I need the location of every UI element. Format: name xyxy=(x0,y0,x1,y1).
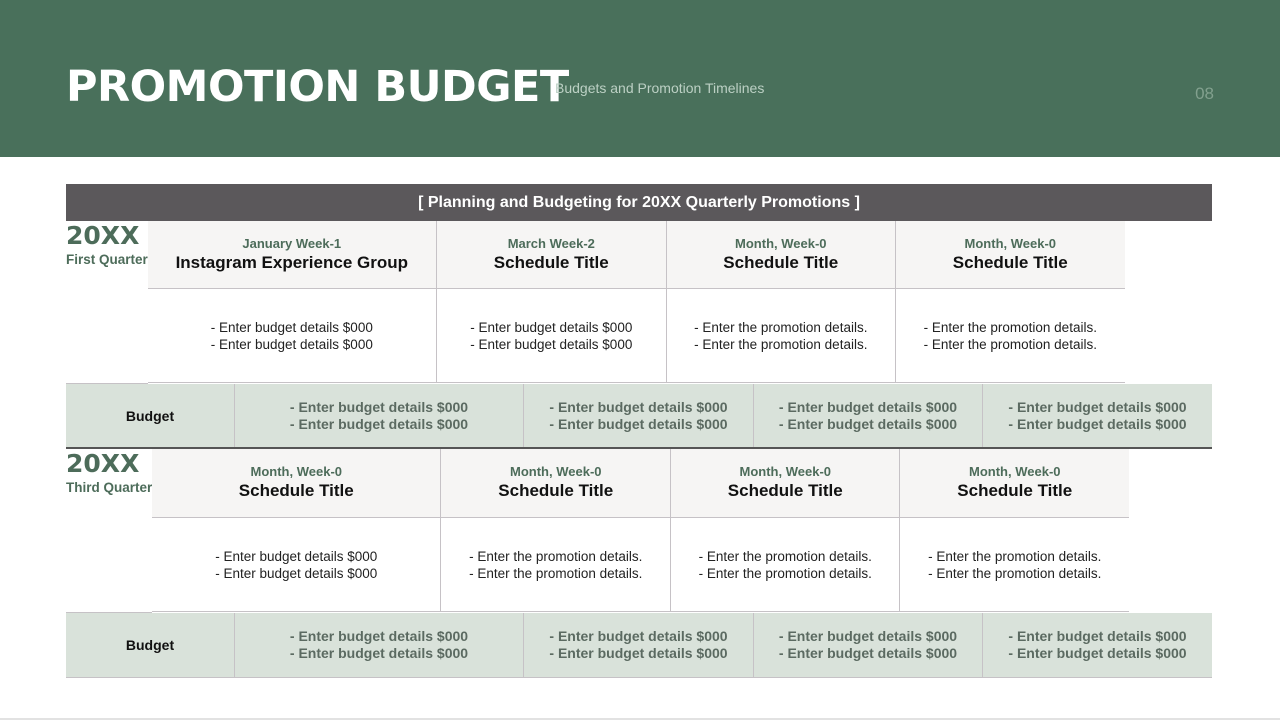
budget-line: - Enter budget details $000 xyxy=(549,415,728,432)
detail-line: - Enter budget details $000 xyxy=(210,336,373,352)
budget-cell xyxy=(524,613,754,677)
page-number: 08 xyxy=(1195,84,1214,103)
details-cell xyxy=(441,518,671,611)
schedule-cell xyxy=(896,221,1125,288)
schedule-title: Schedule Title xyxy=(723,252,839,272)
week-label: Month, Week-0 xyxy=(969,464,1061,479)
quarter-block-third xyxy=(66,449,1212,613)
schedule-title: Schedule Title xyxy=(493,252,609,272)
schedule-title: Schedule Title xyxy=(238,481,354,500)
budget-line: - Enter budget details $000 xyxy=(289,415,469,432)
schedule-title-row xyxy=(148,221,1125,289)
budget-cell xyxy=(235,613,524,677)
budget-cell xyxy=(235,384,524,447)
budget-line: - Enter budget details $000 xyxy=(289,628,469,644)
page-subtitle: Budgets and Promotion Timelines xyxy=(555,80,765,96)
details-cell xyxy=(671,518,900,611)
budget-line: - Enter budget details $000 xyxy=(778,398,958,415)
details-cell xyxy=(437,289,667,382)
detail-line: - Enter budget details $000 xyxy=(470,319,633,335)
schedule-cell xyxy=(437,221,667,288)
quarter-label-cell xyxy=(66,449,152,613)
details-cell xyxy=(667,289,896,382)
budget-line: - Enter budget details $000 xyxy=(289,645,469,661)
detail-line: - Enter budget details $000 xyxy=(210,319,373,335)
quarter-label-cell xyxy=(66,221,148,384)
schedule-cell xyxy=(441,449,671,517)
detail-line: - Enter budget details $000 xyxy=(215,565,378,581)
detail-line: - Enter the promotion details. xyxy=(923,336,1097,352)
budget-line: - Enter budget details $000 xyxy=(1008,628,1187,644)
budget-line: - Enter budget details $000 xyxy=(1008,645,1187,661)
detail-line: - Enter the promotion details. xyxy=(469,548,643,564)
schedule-title: Schedule Title xyxy=(957,481,1073,500)
budget-line: - Enter budget details $000 xyxy=(549,645,728,661)
budget-row xyxy=(66,613,1212,678)
schedule-cell xyxy=(671,449,900,517)
budget-cell xyxy=(983,384,1212,447)
year-label: 20XX xyxy=(66,449,140,478)
detail-line: - Enter the promotion details. xyxy=(694,319,868,335)
week-label: Month, Week-0 xyxy=(964,235,1057,251)
schedule-title: Instagram Experience Group xyxy=(175,252,408,272)
budget-line: - Enter budget details $000 xyxy=(289,398,469,415)
budget-cell xyxy=(983,613,1212,677)
budget-line: - Enter budget details $000 xyxy=(1008,415,1187,432)
detail-line: - Enter the promotion details. xyxy=(698,548,872,564)
budget-label: Budget xyxy=(125,407,175,424)
budget-label-cell xyxy=(66,613,235,677)
schedule-title-row xyxy=(152,449,1129,518)
detail-line: - Enter budget details $000 xyxy=(215,548,378,564)
quarter-label: First Quarter xyxy=(66,252,148,267)
week-label: Month, Week-0 xyxy=(739,464,832,479)
schedule-cell xyxy=(152,449,441,517)
budget-cell xyxy=(524,384,754,447)
details-cell xyxy=(152,518,441,611)
budget-label-cell xyxy=(66,384,235,447)
budget-row xyxy=(66,384,1212,449)
detail-line: - Enter the promotion details. xyxy=(923,319,1097,335)
details-cell xyxy=(900,518,1129,611)
detail-line: - Enter budget details $000 xyxy=(470,336,633,352)
budget-cell xyxy=(754,613,983,677)
detail-line: - Enter the promotion details. xyxy=(698,565,872,581)
week-label: March Week-2 xyxy=(507,235,595,251)
budget-line: - Enter budget details $000 xyxy=(1008,398,1187,415)
schedule-cell xyxy=(148,221,437,288)
table-title: [ Planning and Budgeting for 20XX Quarterly Promotions ] xyxy=(66,184,1212,221)
schedule-cell xyxy=(667,221,896,288)
detail-line: - Enter the promotion details. xyxy=(928,565,1102,581)
details-row xyxy=(148,289,1125,383)
budget-cell xyxy=(754,384,983,447)
schedule-cell xyxy=(900,449,1129,517)
week-label: Month, Week-0 xyxy=(735,235,827,251)
details-cell xyxy=(896,289,1125,382)
budget-line: - Enter budget details $000 xyxy=(549,398,728,415)
details-row xyxy=(152,518,1129,612)
page-title: PROMOTION BUDGET xyxy=(66,62,569,112)
schedule-title: Schedule Title xyxy=(498,481,614,500)
schedule-title: Schedule Title xyxy=(952,252,1068,272)
week-label: January Week-1 xyxy=(242,235,342,251)
budget-line: - Enter budget details $000 xyxy=(778,628,958,644)
detail-line: - Enter the promotion details. xyxy=(469,565,643,581)
detail-line: - Enter the promotion details. xyxy=(928,548,1102,564)
budget-label: Budget xyxy=(125,637,175,653)
week-label: Month, Week-0 xyxy=(250,464,343,479)
budget-line: - Enter budget details $000 xyxy=(778,415,958,432)
quarter-block-first xyxy=(66,221,1212,384)
detail-line: - Enter the promotion details. xyxy=(694,336,868,352)
schedule-title: Schedule Title xyxy=(727,481,843,500)
budget-line: - Enter budget details $000 xyxy=(778,645,958,661)
week-label: Month, Week-0 xyxy=(510,464,602,479)
budget-line: - Enter budget details $000 xyxy=(549,628,728,644)
header-banner xyxy=(0,0,1280,157)
year-label: 20XX xyxy=(66,221,140,250)
quarter-label: Third Quarter xyxy=(66,480,153,495)
budget-table xyxy=(66,184,1212,678)
details-cell xyxy=(148,289,437,382)
